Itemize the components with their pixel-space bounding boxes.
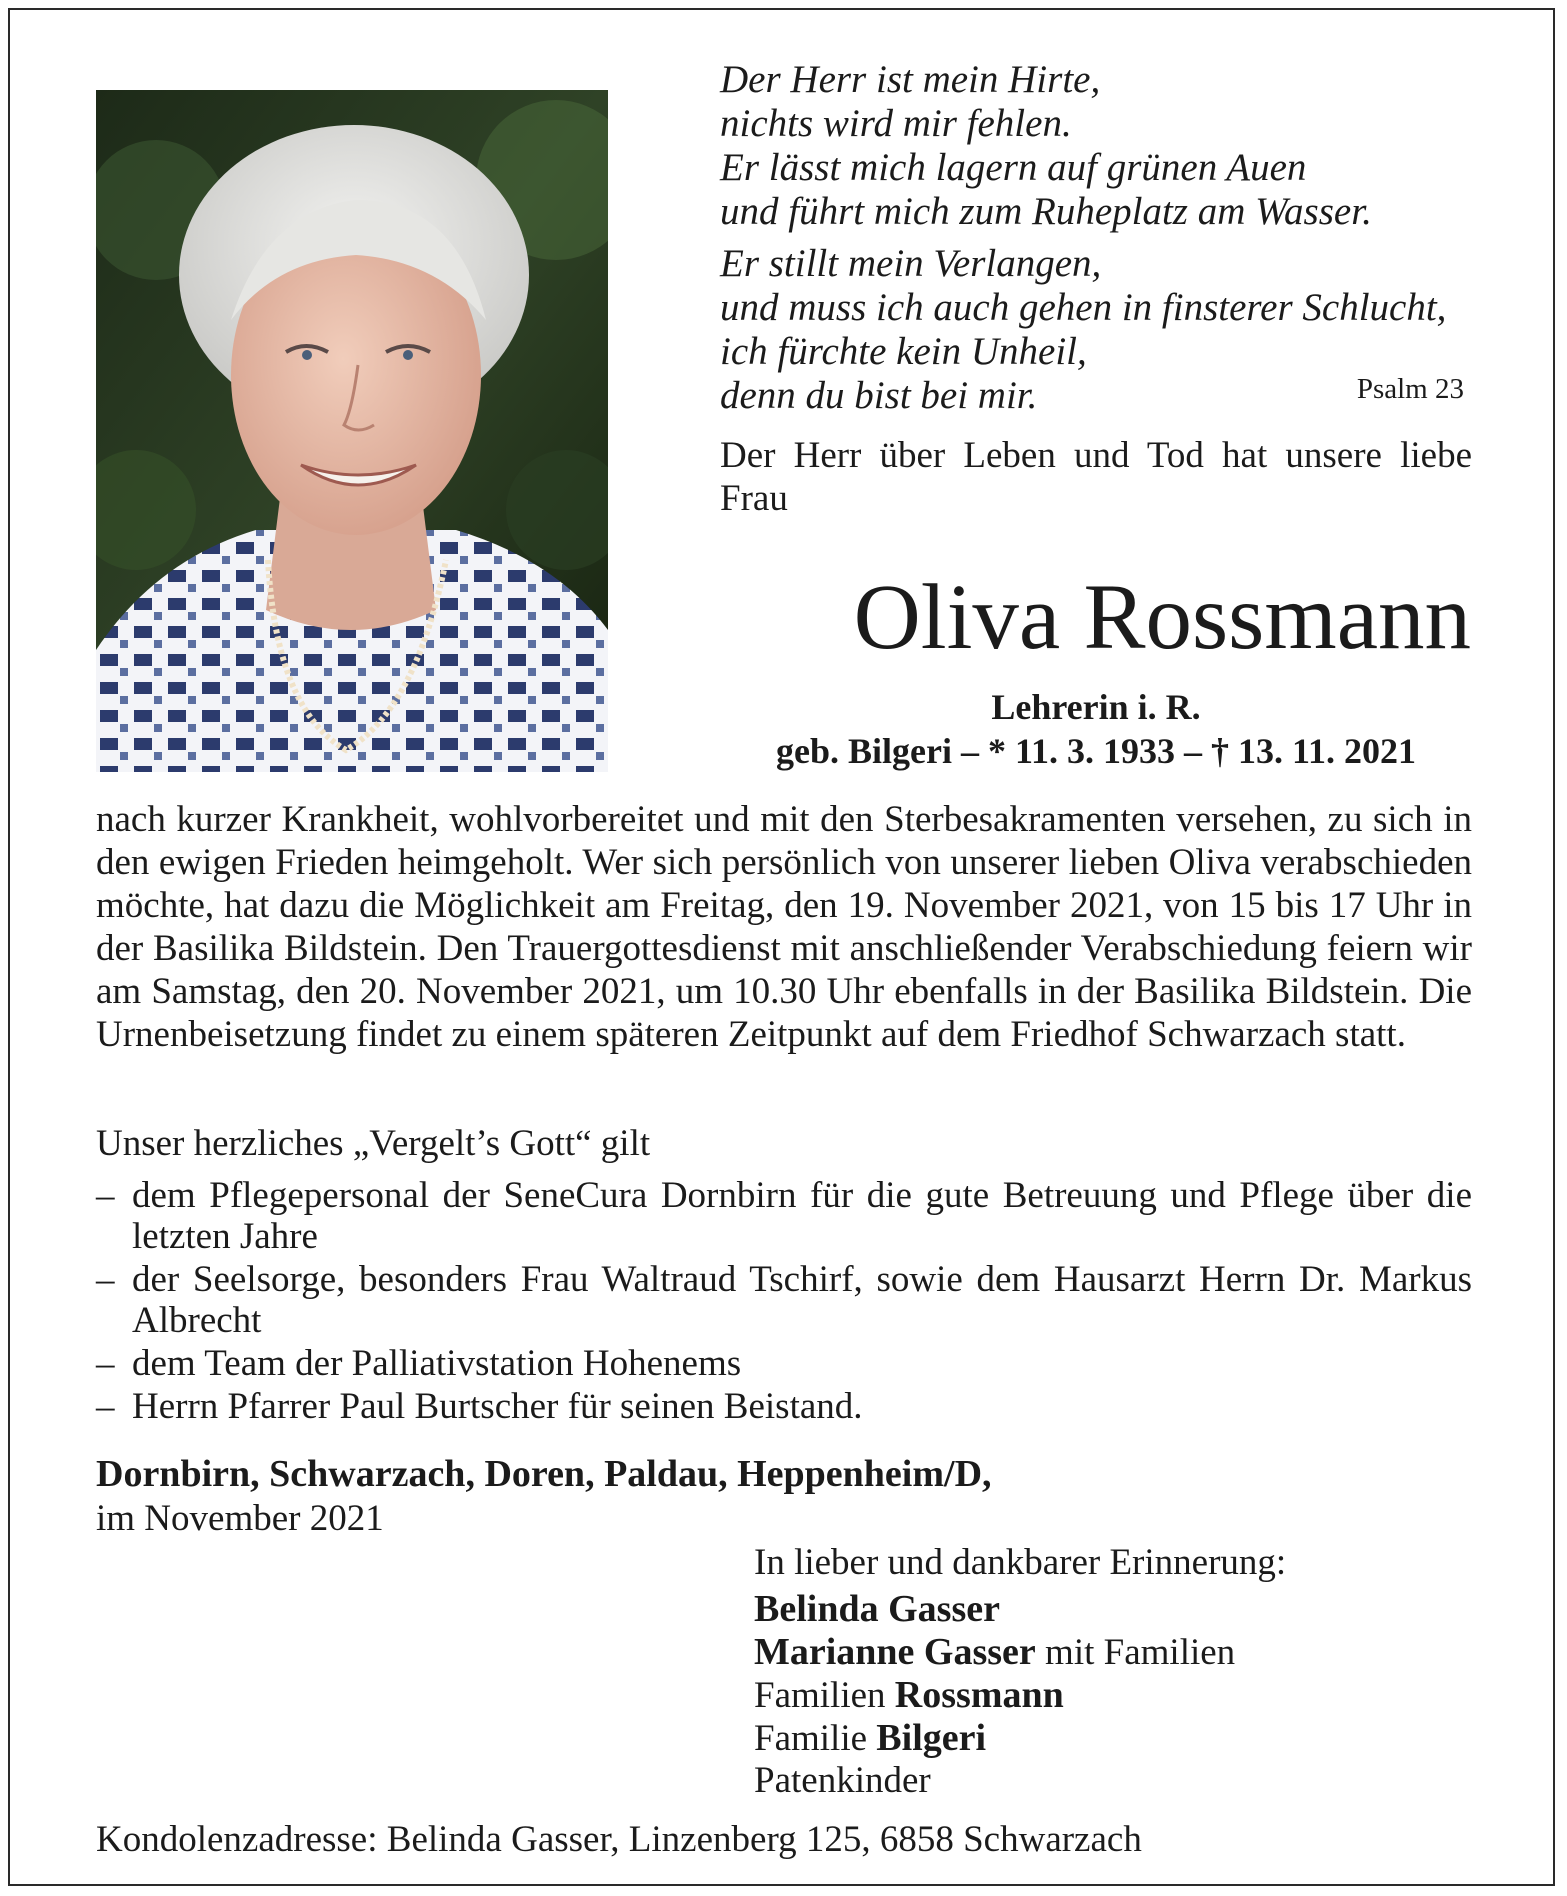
mourner-prefix: Familien [754,1675,895,1716]
family-places: Dornbirn, Schwarzach, Doren, Paldau, Heppenheim/D, [96,1453,992,1495]
mourner-line [754,1588,1286,1631]
psalm-line: denn du bist bei mir. [720,374,1038,417]
thanks-intro: Unser herzliches „Vergelt’s Gott“ gilt [96,1123,651,1164]
mourner-line [754,1674,1286,1717]
list-item [96,1386,1472,1427]
psalm-line: Der Herr ist mein Hirte, [720,58,1101,101]
dash-marker: – [96,1386,115,1427]
mourners-block [754,1542,1286,1802]
announcement-text: nach kurzer Krankheit, wohlvorbereitet und mit den Sterbesakramenten versehen, zu sich in den ewigen Frieden heimgeholt. Wer sich persönlich von unserer lieben Oliva verabschieden möchte, hat dazu die Möglichkeit am Freitag, den 19. November 2021, von 15 bis 17 Uhr in der Basilika Bildstein. Den Trauergottesdienst mit anschließender Verabschiedung feiern wir am Samstag, den 20. November 2021, um 10.30 Uhr ebenfalls in der Basilika Bildstein. Die Urnenbeisetzung findet zu einem späteren Zeitpunkt auf dem Friedhof Schwarzach statt. [96,799,1472,1055]
mourner-line: Patenkinder [754,1760,931,1801]
deceased-profession: Lehrerin i. R. [991,687,1201,727]
deceased-dates: geb. Bilgeri – * 11. 3. 1933 – † 13. 11. 2021 [775,731,1416,771]
list-item [96,1175,1472,1257]
notice-date: im November 2021 [96,1498,384,1539]
memory-line: In lieber und dankbarer Erinnerung: [754,1542,1287,1583]
psalm-reference: Psalm 23 [1356,373,1464,405]
psalm-line: ich fürchte kein Unheil, [720,330,1087,373]
mourner-line [754,1717,1286,1760]
psalm-verse [720,58,1470,426]
intro-text: Der Herr über Leben und Tod hat unsere liebe Frau [720,435,1472,519]
portrait-photo [96,90,608,772]
psalm-line: Er stillt mein Verlangen, [720,242,1102,285]
psalm-line: Er lässt mich lagern auf grünen Auen [720,146,1307,189]
condolence-address: Kondolenzadresse: Belinda Gasser, Linzenberg 125, 6858 Schwarzach [96,1819,1142,1860]
mourner-line [754,1631,1286,1674]
mourner-suffix: mit Familien [1035,1632,1236,1673]
psalm-line: nichts wird mir fehlen. [720,102,1072,145]
psalm-line: und muss ich auch gehen in finsterer Schlucht, [720,286,1447,329]
mourner-name: Rossmann [894,1674,1064,1716]
list-item-text: dem Team der Palliativstation Hohenems [132,1343,742,1384]
list-item-text: dem Pflegepersonal der SeneCura Dornbirn für die gute Betreuung und Pflege über die letzten Jahre [132,1175,1472,1257]
list-item-text: der Seelsorge, besonders Frau Waltraud Tschirf, sowie dem Hausarzt Herrn Dr. Markus Albrecht [132,1259,1472,1341]
dash-marker: – [96,1343,115,1384]
psalm-line: und führt mich zum Ruheplatz am Wasser. [720,190,1372,233]
dash-marker: – [96,1175,115,1216]
mourner-name: Bilgeri [876,1717,987,1759]
mourner-name: Belinda Gasser [754,1588,1000,1630]
deceased-name: Oliva Rossmann [853,566,1471,669]
mourner-prefix: Familie [754,1718,877,1759]
dash-marker: – [96,1259,115,1300]
list-item [96,1343,1472,1384]
mourner-name: Marianne Gasser [754,1631,1036,1673]
list-item [96,1259,1472,1341]
thanks-list [96,1175,1472,1429]
psalm-stanza-1 [720,58,1470,234]
list-item-text: Herrn Pfarrer Paul Burtscher für seinen Beistand. [132,1386,863,1427]
